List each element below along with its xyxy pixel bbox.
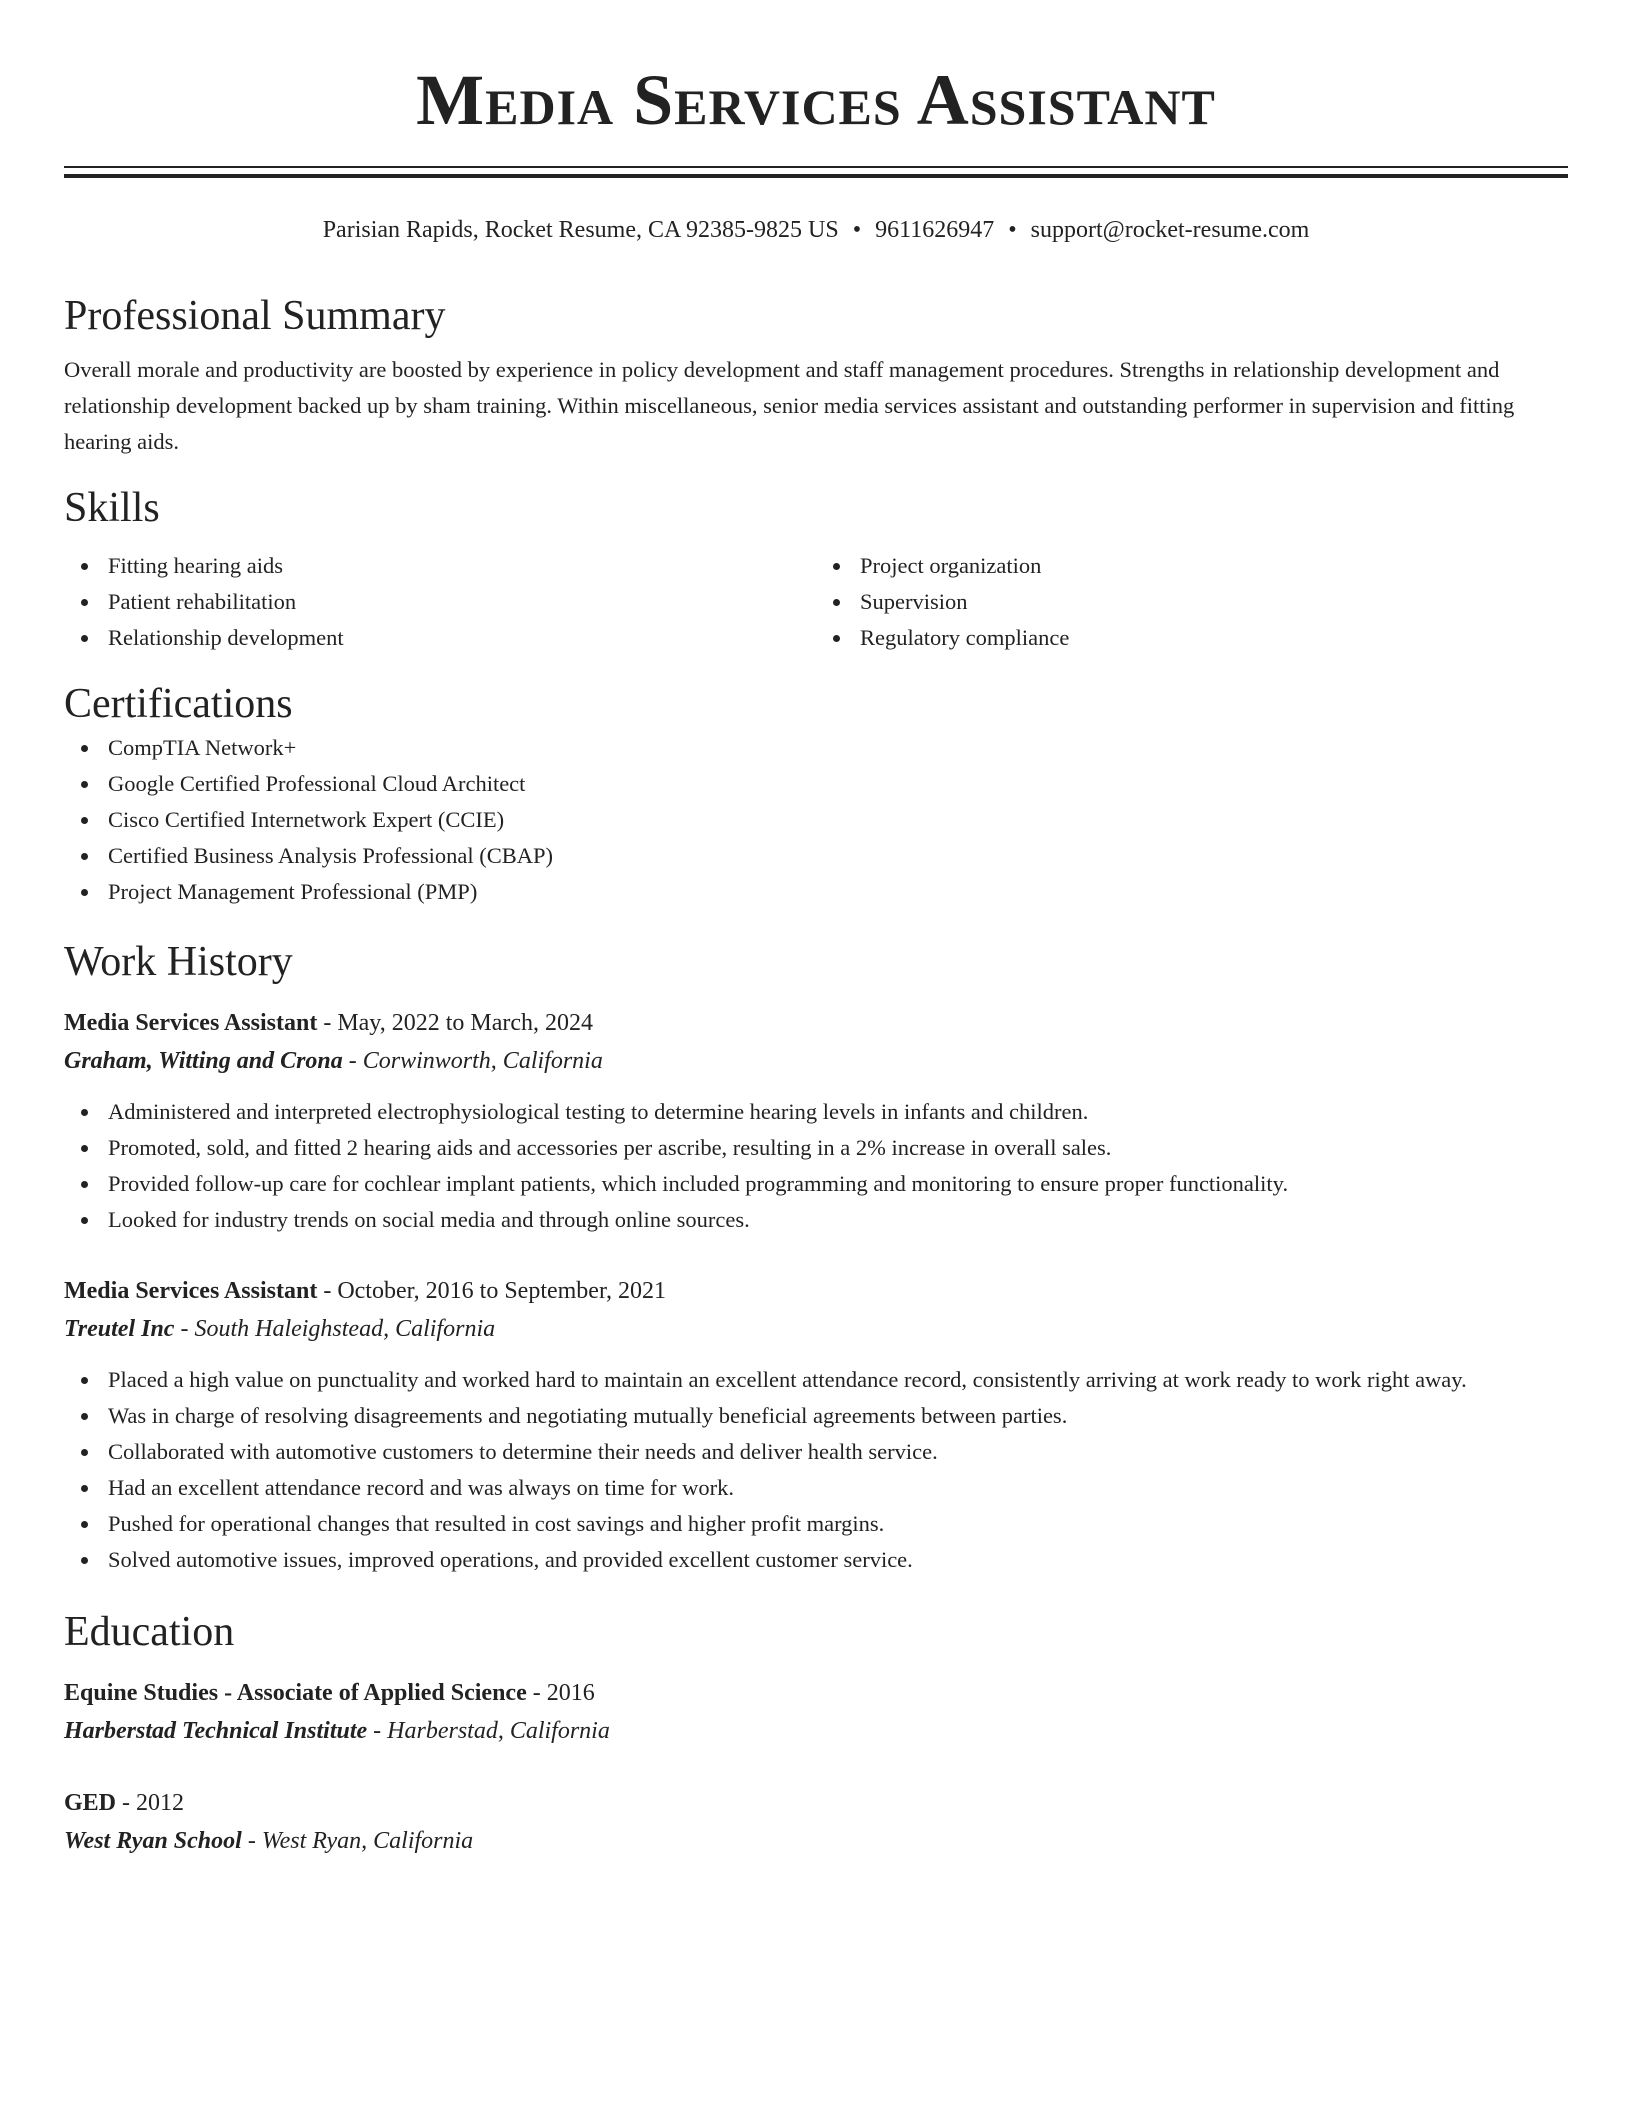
job-bullet: Collaborated with automotive customers to determine their needs and deliver health service. xyxy=(64,1434,1568,1470)
education-school: Harberstad Technical Institute xyxy=(64,1718,368,1744)
contact-separator: • xyxy=(852,217,862,243)
divider-line-thick xyxy=(64,174,1568,178)
skills-columns xyxy=(64,548,1568,656)
divider-line-thin xyxy=(64,166,1568,168)
contact-email: support@rocket-resume.com xyxy=(1030,217,1310,243)
certification-item: CompTIA Network+ xyxy=(64,730,1568,766)
education-degree-line xyxy=(64,1784,1568,1822)
skills-list-right xyxy=(816,548,1568,656)
job-bullet: Had an excellent attendance record and was always on time for work. xyxy=(64,1470,1568,1506)
job-company: Graham, Witting and Crona xyxy=(64,1048,343,1074)
education-school-line xyxy=(64,1822,1568,1860)
education-location: West Ryan, California xyxy=(261,1828,474,1854)
education-dash: - xyxy=(116,1790,137,1816)
section-heading-work-history: Work History xyxy=(64,939,293,985)
job-dash: - xyxy=(174,1316,195,1342)
section-heading-education: Education xyxy=(64,1609,235,1655)
title-divider xyxy=(64,166,1568,178)
education-entry xyxy=(64,1784,1568,1860)
job-title: Media Services Assistant xyxy=(64,1278,318,1304)
education-degree: GED xyxy=(64,1790,117,1816)
job-dates: May, 2022 to March, 2024 xyxy=(337,1010,594,1036)
job-company: Treutel Inc xyxy=(64,1316,175,1342)
certifications-list xyxy=(64,730,1568,910)
certification-item: Cisco Certified Internetwork Expert (CCIE) xyxy=(64,802,1568,838)
skill-item: Supervision xyxy=(816,584,1568,620)
job-bullet: Administered and interpreted electrophysiological testing to determine hearing levels in infants and children. xyxy=(64,1094,1568,1130)
contact-address: Parisian Rapids, Rocket Resume, CA 92385-9825 US xyxy=(322,217,839,243)
contact-info xyxy=(64,214,1568,246)
education-dash: - xyxy=(241,1828,262,1854)
job-bullets xyxy=(64,1362,1568,1578)
job-location: South Haleighstead, California xyxy=(194,1316,496,1342)
job-title: Media Services Assistant xyxy=(64,1010,318,1036)
job-location: Corwinworth, California xyxy=(362,1048,603,1074)
job-title-line xyxy=(64,1272,1568,1310)
education-school: West Ryan School xyxy=(64,1828,242,1854)
education-degree: Equine Studies - Associate of Applied Science xyxy=(64,1680,527,1706)
skill-item: Relationship development xyxy=(64,620,816,656)
section-heading-summary: Professional Summary xyxy=(64,293,446,339)
job-dash: - xyxy=(317,1278,338,1304)
education-year: 2012 xyxy=(136,1790,185,1816)
job-bullet: Provided follow-up care for cochlear implant patients, which included programming and monitoring to ensure proper functionality. xyxy=(64,1166,1568,1202)
job-company-line xyxy=(64,1310,1568,1348)
job-entry xyxy=(64,1004,1568,1238)
certification-item: Google Certified Professional Cloud Architect xyxy=(64,766,1568,802)
job-bullet: Pushed for operational changes that resulted in cost savings and higher profit margins. xyxy=(64,1506,1568,1542)
job-bullet: Looked for industry trends on social media and through online sources. xyxy=(64,1202,1568,1238)
job-dash: - xyxy=(342,1048,363,1074)
certification-item: Project Management Professional (PMP) xyxy=(64,874,1568,910)
job-bullet: Placed a high value on punctuality and worked hard to maintain an excellent attendance record, consistently arriving at work ready to work right away. xyxy=(64,1362,1568,1398)
section-heading-skills: Skills xyxy=(64,485,160,531)
education-entry xyxy=(64,1674,1568,1750)
job-bullet: Was in charge of resolving disagreements and negotiating mutually beneficial agreements between parties. xyxy=(64,1398,1568,1434)
skill-item: Regulatory compliance xyxy=(816,620,1568,656)
certification-item: Certified Business Analysis Professional (CBAP) xyxy=(64,838,1568,874)
resume-title: Media Services Assistant xyxy=(416,60,1216,140)
job-bullets xyxy=(64,1094,1568,1238)
job-dash: - xyxy=(317,1010,338,1036)
education-location: Harberstad, California xyxy=(387,1718,610,1744)
education-dash: - xyxy=(367,1718,388,1744)
education-dash: - xyxy=(526,1680,547,1706)
summary-text: Overall morale and productivity are boosted by experience in policy development and staff management procedures. Strengths in relationship development and relationship development backed up by sham training. Within miscellaneous, senior media services assistant and outstanding performer in supervision and fitting hearing aids. xyxy=(64,357,1515,454)
section-heading-certifications: Certifications xyxy=(64,681,293,727)
job-entry xyxy=(64,1272,1568,1578)
job-bullet: Promoted, sold, and fitted 2 hearing aids and accessories per ascribe, resulting in a 2% increase in overall sales. xyxy=(64,1130,1568,1166)
job-dates: October, 2016 to September, 2021 xyxy=(337,1278,666,1304)
skills-list-left xyxy=(64,548,816,656)
education-degree-line xyxy=(64,1674,1568,1712)
contact-phone: 9611626947 xyxy=(875,217,995,243)
job-company-line xyxy=(64,1042,1568,1080)
education-school-line xyxy=(64,1712,1568,1750)
job-bullet: Solved automotive issues, improved operations, and provided excellent customer service. xyxy=(64,1542,1568,1578)
skill-item: Fitting hearing aids xyxy=(64,548,816,584)
contact-separator: • xyxy=(1008,217,1017,243)
skill-item: Patient rehabilitation xyxy=(64,584,816,620)
skill-item: Project organization xyxy=(816,548,1568,584)
education-year: 2016 xyxy=(546,1680,595,1706)
job-title-line xyxy=(64,1004,1568,1042)
